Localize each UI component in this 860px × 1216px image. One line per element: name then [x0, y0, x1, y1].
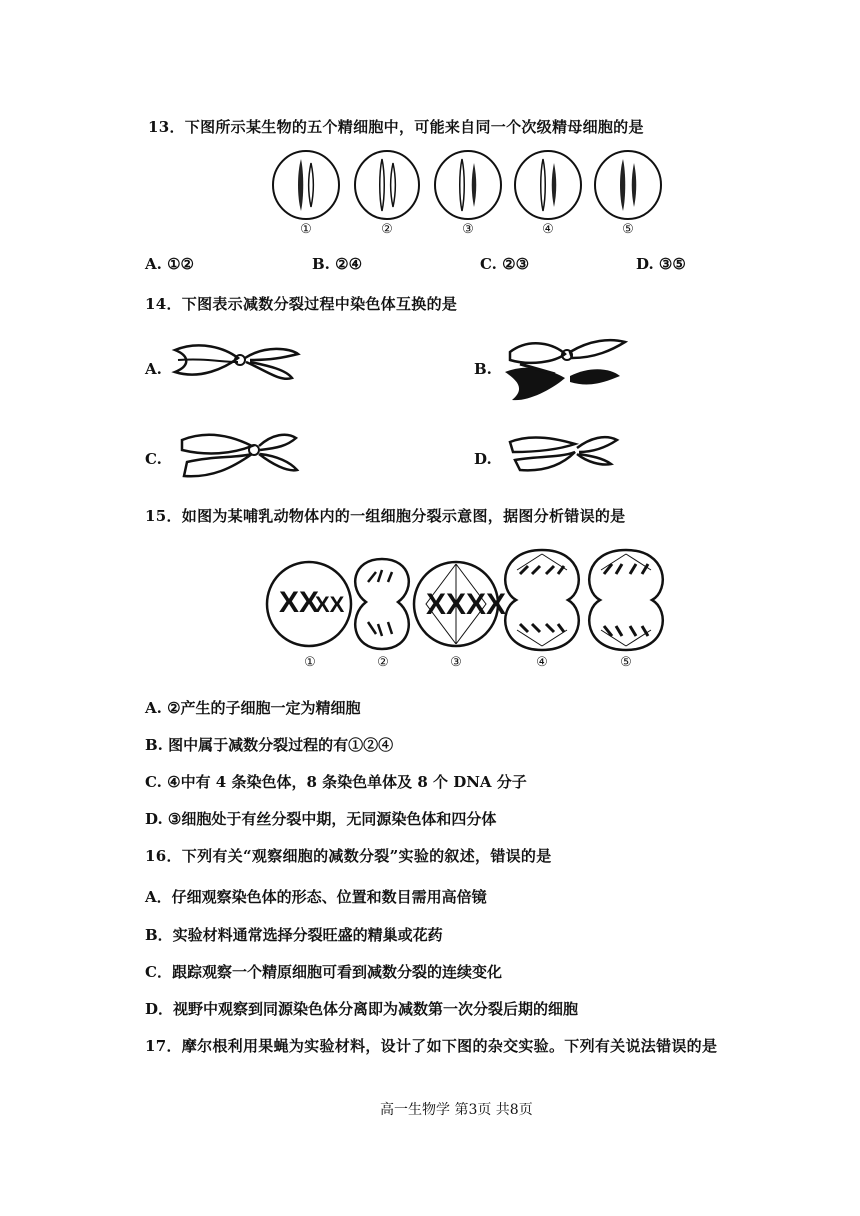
q14-figure-a: [170, 340, 310, 390]
q17-stem: 17．摩尔根利用果蝇为实验材料，设计了如下图的杂交实验。下列有关说法错误的是: [145, 1037, 718, 1055]
q13-option-c: C. ②③: [480, 255, 530, 273]
q15-stem: 15．如图为某哺乳动物体内的一组细胞分裂示意图，据图分析错误的是: [145, 507, 626, 525]
q14-figure-b: [500, 332, 630, 407]
q14-figure-d: [505, 430, 625, 480]
cell-1: [267, 562, 351, 646]
q15-cell-division-figure: [262, 546, 682, 651]
sperm-cell-2: [355, 151, 419, 219]
q13-label-3: ③: [462, 222, 474, 237]
sperm-cell-3: [435, 151, 501, 219]
q16-option-a: A．仔细观察染色体的形态、位置和数目需用高倍镜: [145, 888, 487, 906]
q15-option-a: A. ②产生的子细胞一定为精细胞: [145, 699, 361, 717]
q15-label-5: ⑤: [620, 655, 632, 670]
q13-option-d: D. ③⑤: [636, 255, 686, 273]
cell-3: [414, 562, 506, 646]
q16-option-d: D．视野中观察到同源染色体分离即为减数第一次分裂后期的细胞: [145, 1000, 579, 1018]
q13-sperm-cells-figure: [260, 148, 680, 223]
q16-option-b: B．实验材料通常选择分裂旺盛的精巢或花药: [145, 926, 443, 944]
q15-option-b: B. 图中属于减数分裂过程的有①②④: [145, 736, 394, 754]
q16-stem: 16．下列有关“观察细胞的减数分裂”实验的叙述，错误的是: [145, 847, 552, 865]
q15-label-3: ③: [450, 655, 462, 670]
q14-option-b: B.: [474, 360, 492, 378]
q15-label-4: ④: [536, 655, 548, 670]
sperm-cell-5: [595, 151, 661, 219]
page-footer: 高一生物学 第3页 共8页: [380, 1102, 533, 1118]
q14-option-c: C.: [145, 450, 162, 468]
q13-stem: 13．下图所示某生物的五个精细胞中，可能来自同一个次级精母细胞的是: [148, 118, 644, 136]
q13-option-b: B. ②④: [312, 255, 363, 273]
svg-text:XX: XX: [315, 592, 345, 617]
q14-figure-c: [172, 426, 302, 486]
q13-option-a: A. ①②: [145, 255, 194, 273]
q13-label-2: ②: [381, 222, 393, 237]
q13-label-1: ①: [300, 222, 312, 237]
q14-stem: 14．下图表示减数分裂过程中染色体互换的是: [145, 295, 458, 313]
q13-label-4: ④: [542, 222, 554, 237]
cell-4: [505, 550, 579, 650]
q14-option-d: D.: [474, 450, 492, 468]
q15-label-2: ②: [377, 655, 389, 670]
sperm-cell-4: [515, 151, 581, 219]
svg-text:XXXX: XXXX: [426, 588, 507, 621]
svg-text:XX: XX: [279, 586, 320, 619]
sperm-cell-1: [273, 151, 339, 219]
q13-label-5: ⑤: [622, 222, 634, 237]
cell-2: [355, 559, 409, 649]
cell-5: [589, 550, 663, 650]
q16-option-c: C．跟踪观察一个精原细胞可看到减数分裂的连续变化: [145, 963, 502, 981]
q15-option-d: D. ③细胞处于有丝分裂中期，无同源染色体和四分体: [145, 810, 497, 828]
q14-option-a: A.: [145, 360, 162, 378]
q15-option-c: C. ④中有 4 条染色体，8 条染色单体及 8 个 DNA 分子: [145, 773, 527, 791]
q15-label-1: ①: [304, 655, 316, 670]
